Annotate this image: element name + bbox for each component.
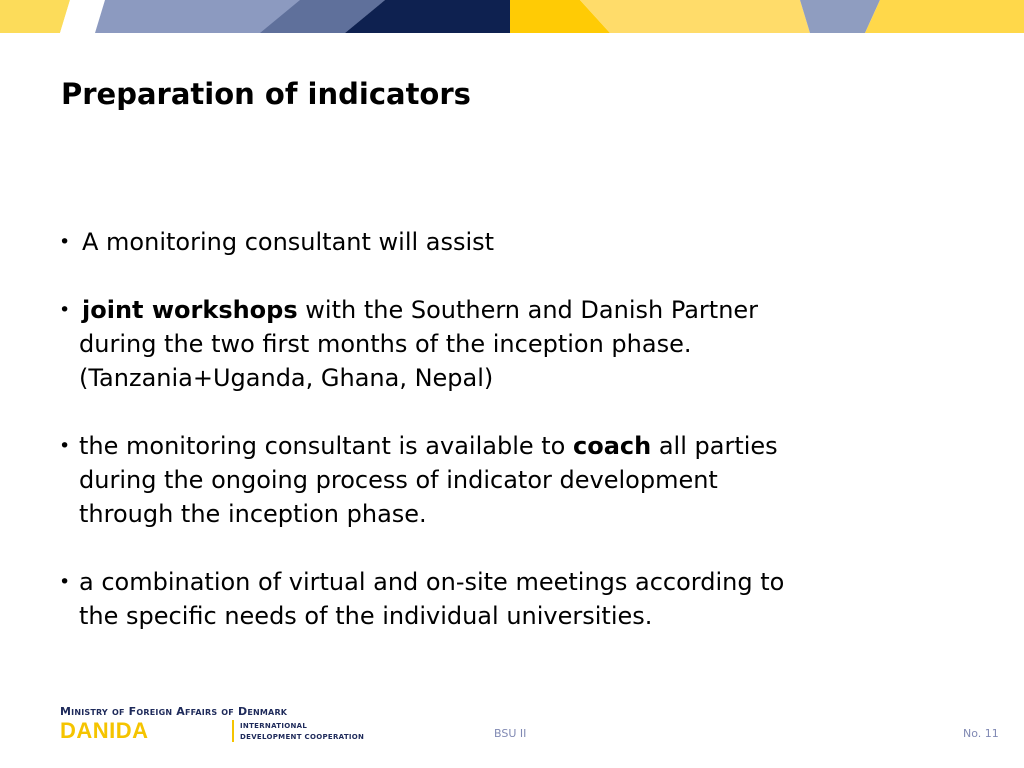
logo-tagline-line2: DEVELOPMENT COOPERATION	[240, 733, 365, 741]
bullet-emphasis: joint workshops	[82, 296, 298, 324]
bullet-line	[82, 293, 758, 327]
bullet-line	[79, 429, 778, 463]
bullet-dot: •	[59, 435, 71, 457]
bullet-text: A monitoring consultant will assist	[82, 228, 495, 256]
bullet-text: during the ongoing process of indicator development	[79, 466, 718, 494]
logo-tagline	[240, 721, 364, 743]
footer-center-text: BSU II	[494, 727, 527, 740]
bullet-text: the specific needs of the individual universities.	[79, 602, 653, 630]
page-number: No. 11	[963, 727, 999, 740]
bullet-line	[79, 565, 784, 599]
bullet-emphasis: coach	[572, 432, 652, 460]
danida-wordmark: DANIDA	[60, 718, 149, 743]
bullet-text: (Tanzania+Uganda, Ghana, Nepal)	[79, 364, 494, 392]
bullet-line	[79, 463, 718, 497]
bullet-line	[79, 361, 493, 395]
slide-title: Preparation of indicators	[61, 77, 471, 111]
bullet-text: with the Southern and Danish Partner	[297, 296, 759, 324]
bullet-line	[79, 497, 427, 531]
logo-tagline-line1: INTERNATIONAL	[240, 722, 308, 730]
bullet-dot: •	[59, 299, 71, 321]
bullet-dot: •	[59, 231, 71, 253]
bullet-line	[82, 225, 494, 259]
bullet-text: all parties	[651, 432, 778, 460]
bullet-line	[79, 327, 691, 361]
logo-divider	[232, 720, 234, 742]
bullet-text: the monitoring consultant is available to	[79, 432, 573, 460]
bullet-text: through the inception phase.	[79, 500, 427, 528]
bullet-text: a combination of virtual and on-site meetings according to	[79, 568, 785, 596]
bullet-line	[79, 599, 652, 633]
bullet-dot: •	[59, 571, 71, 593]
ministry-label: Ministry of Foreign Affairs of Denmark	[60, 705, 288, 718]
danida-logo	[60, 705, 365, 746]
bullet-text: during the two first months of the inception phase.	[79, 330, 692, 358]
